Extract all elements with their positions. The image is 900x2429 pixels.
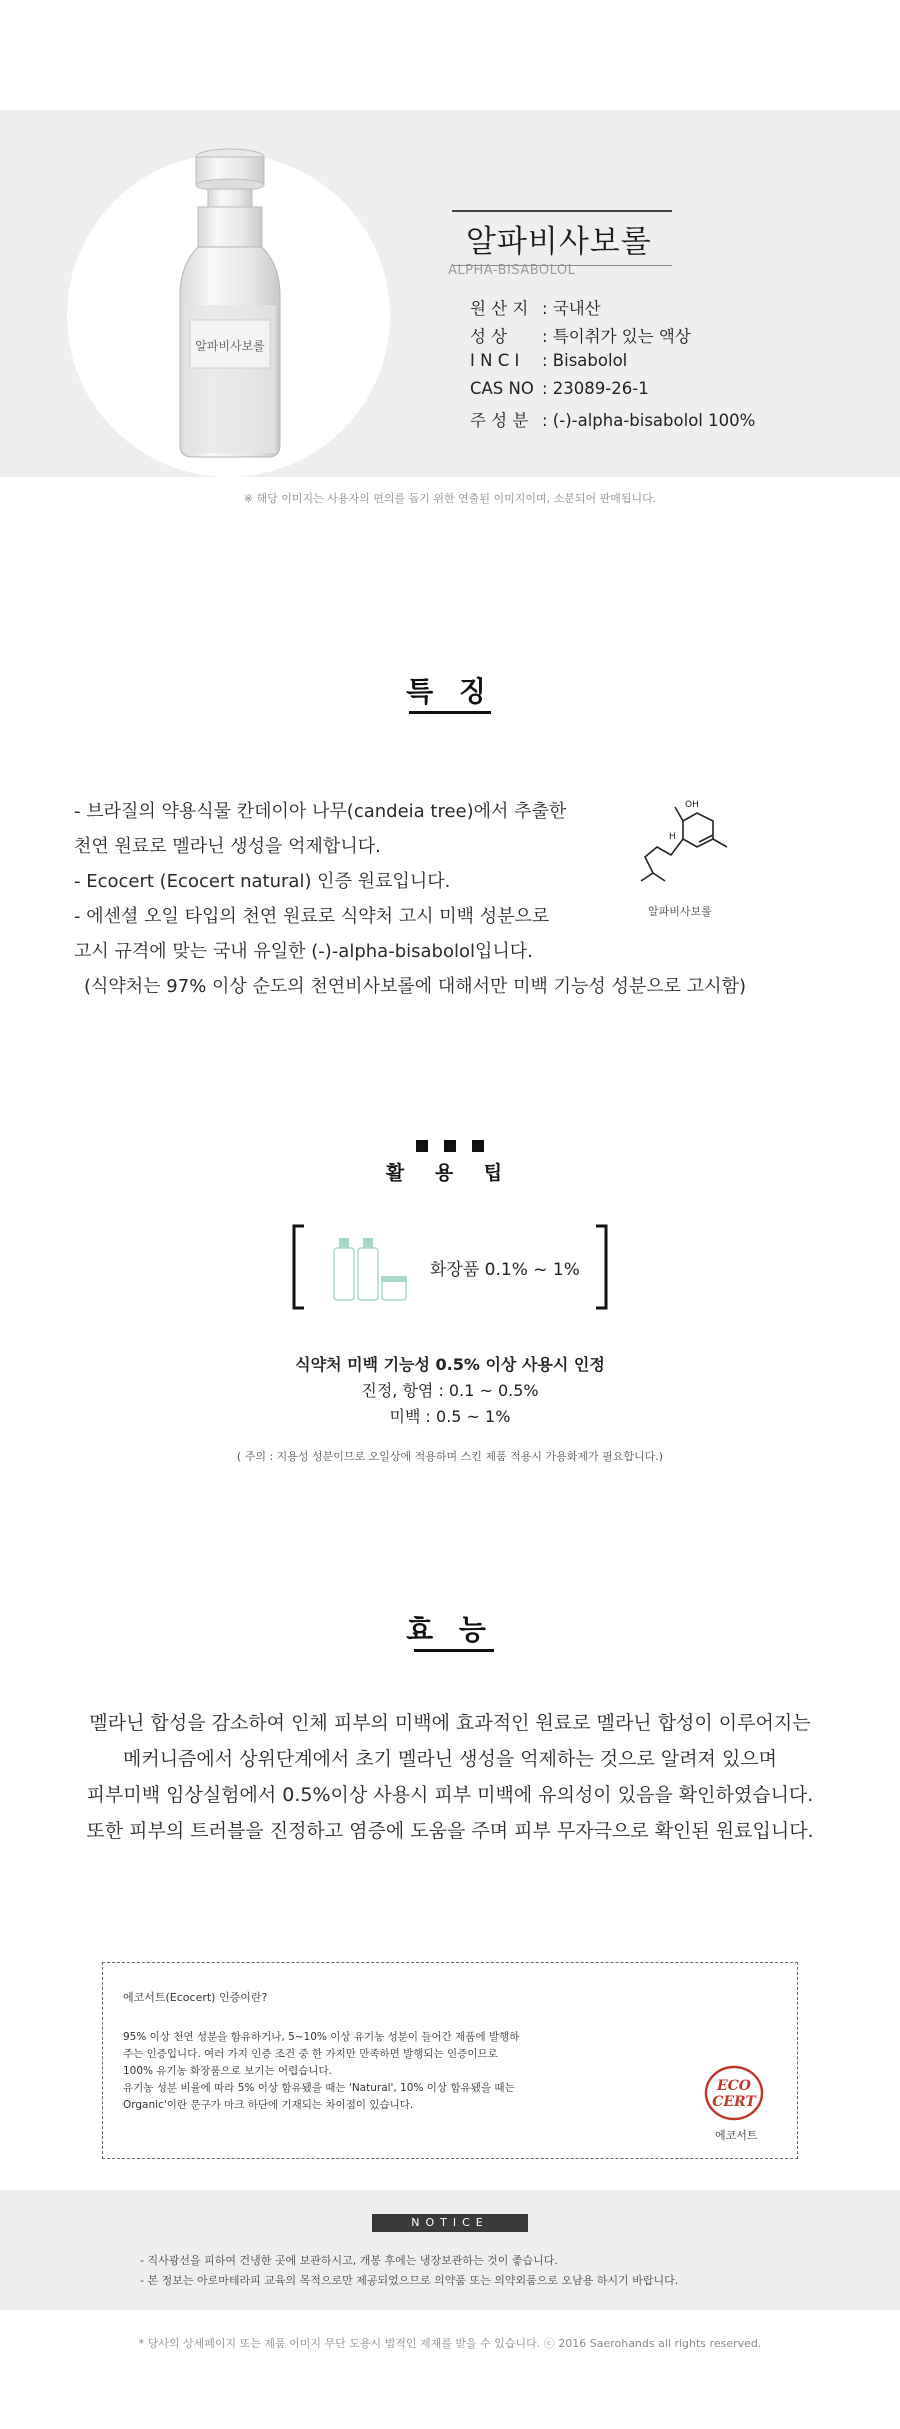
tip-line: 진정, 항염 : 0.1 ~ 0.5% bbox=[361, 1381, 539, 1400]
efficacy-line: 메커니즘에서 상위단계에서 초기 멜라닌 생성을 억제하는 것으로 알려져 있으며 bbox=[123, 1748, 777, 1770]
spec-origin: 원 산 지 : 국내산 bbox=[470, 299, 601, 318]
bisabolol-molecule-diagram bbox=[633, 795, 743, 905]
feature-line: - Ecocert (Ecocert natural) 인증 원료입니다. bbox=[74, 871, 451, 892]
feature-line: (식약처는 97% 이상 순도의 천연비사보롤에 대해서만 미백 기능성 성분으로 고시함) bbox=[84, 976, 746, 997]
bottle-label-text: 알파비사보롤 bbox=[195, 339, 265, 353]
usage-range: 화장품 0.1% ~ 1% bbox=[430, 1260, 580, 1280]
molecule-oh-label: OH bbox=[685, 800, 699, 810]
ecocert-line: 주는 인증입니다. 여러 가지 인증 조건 중 한 가지만 만족하면 발행되는 인증이므로 bbox=[123, 2048, 498, 2060]
ecocert-line: 95% 이상 천연 성분을 함유하거나, 5~10% 이상 유기농 성분이 들어간 제품에 발행하 bbox=[123, 2031, 520, 2043]
product-subtitle: ALPHA-BISABOLOL bbox=[448, 263, 576, 278]
copyright-footer: * 당사의 상세페이지 또는 제품 이미지 무단 도용시 법적인 제재를 받을 수 있습니다. ⓒ 2016 Saerohands all rights reserved. bbox=[138, 2337, 762, 2350]
tip-square-1 bbox=[416, 1140, 428, 1152]
molecule-h-label: H bbox=[669, 832, 676, 842]
feature-line: - 브라질의 약용식물 칸데이아 나무(candeia tree)에서 추출한 bbox=[74, 801, 567, 822]
ecocert-logo-caption: 에코서트 bbox=[715, 2129, 758, 2142]
feature-line: 천연 원료로 멜라닌 생성을 억제합니다. bbox=[74, 836, 381, 857]
notice-line: - 본 정보는 아로마테라피 교육의 목적으로만 제공되었으므로 의약품 또는 의약외품으로 오남용 하시기 바랍니다. bbox=[140, 2274, 679, 2287]
product-title: 알파비사보롤 bbox=[452, 210, 672, 266]
tip-square-3 bbox=[472, 1140, 484, 1152]
tips-heading: 활 용 팁 bbox=[385, 1162, 515, 1184]
efficacy-line: 멜라닌 합성을 감소하여 인체 피부의 미백에 효과적인 원료로 멜라닌 합성이 이루어지는 bbox=[89, 1712, 811, 1734]
image-disclaimer: ※ 해당 이미지는 사용자의 편의를 돕기 위한 연출된 이미지이며, 소분되어 판매됩니다. bbox=[243, 492, 657, 505]
hero-section bbox=[0, 110, 900, 477]
spec-appearance: 성 상 : 특이취가 있는 액상 bbox=[470, 327, 691, 346]
features-heading: 특 징 bbox=[406, 675, 494, 708]
feature-line: 고시 규격에 맞는 국내 유일한 (-)-alpha-bisabolol입니다. bbox=[74, 941, 533, 962]
spec-inci: I N C I : Bisabolol bbox=[470, 351, 628, 370]
spec-main-ingredient: 주 성 분 : (-)-alpha-bisabolol 100% bbox=[470, 411, 756, 430]
efficacy-heading: 효 능 bbox=[406, 1613, 494, 1646]
notice-section bbox=[0, 2190, 900, 2310]
tip-line: 미백 : 0.5 ~ 1% bbox=[389, 1407, 511, 1426]
cosmetics-bottles-icon bbox=[334, 1238, 407, 1300]
notice-line: - 직사광선을 피하여 건냉한 곳에 보관하시고, 개봉 후에는 냉장보관하는 것이 좋습니다. bbox=[140, 2254, 558, 2267]
tip-square-2 bbox=[444, 1140, 456, 1152]
feature-line: - 에센셜 오일 타입의 천연 원료로 식약처 고시 미백 성분으로 bbox=[74, 906, 550, 927]
efficacy-line: 또한 피부의 트러블을 진정하고 염증에 도움을 주며 피부 무자극으로 확인된 원료입니다. bbox=[86, 1820, 814, 1842]
notice-badge: NOTICE bbox=[372, 2214, 528, 2232]
efficacy-line: 피부미백 임상실험에서 0.5%이상 사용시 피부 미백에 유의성이 있음을 확인하였습니다. bbox=[86, 1784, 814, 1806]
tip-line: 식약처 미백 기능성 0.5% 이상 사용시 인정 bbox=[295, 1355, 605, 1374]
tip-caution-note: ( 주의 : 지용성 성분이므로 오일상에 적용하며 스킨 제품 적용시 가용화제가 필요합니다.) bbox=[236, 1450, 664, 1463]
ecocert-logo-icon bbox=[703, 2063, 765, 2123]
ecocert-info-box bbox=[102, 1962, 798, 2159]
molecule-caption: 알파비사보롤 bbox=[648, 905, 712, 918]
ecocert-line: 유기농 성분 비율에 따라 5% 이상 함유됐을 때는 'Natural', 10% 이상 함유됐을 때는 bbox=[123, 2082, 515, 2094]
ecocert-title: 에코서트(Ecocert) 인증이란? bbox=[123, 1991, 268, 2004]
spec-cas: CAS NO : 23089-26-1 bbox=[470, 379, 649, 398]
features-underline bbox=[409, 711, 491, 714]
ecocert-line: Organic'이란 문구가 마크 하단에 기재되는 차이점이 있습니다. bbox=[123, 2099, 414, 2111]
ecocert-line: 100% 유기농 화장품으로 보기는 어렵습니다. bbox=[123, 2065, 332, 2077]
efficacy-underline bbox=[414, 1649, 494, 1652]
svg-text:ECO: ECO bbox=[716, 2078, 752, 2094]
product-bottle-image bbox=[160, 145, 300, 465]
svg-text:CERT: CERT bbox=[712, 2094, 756, 2110]
